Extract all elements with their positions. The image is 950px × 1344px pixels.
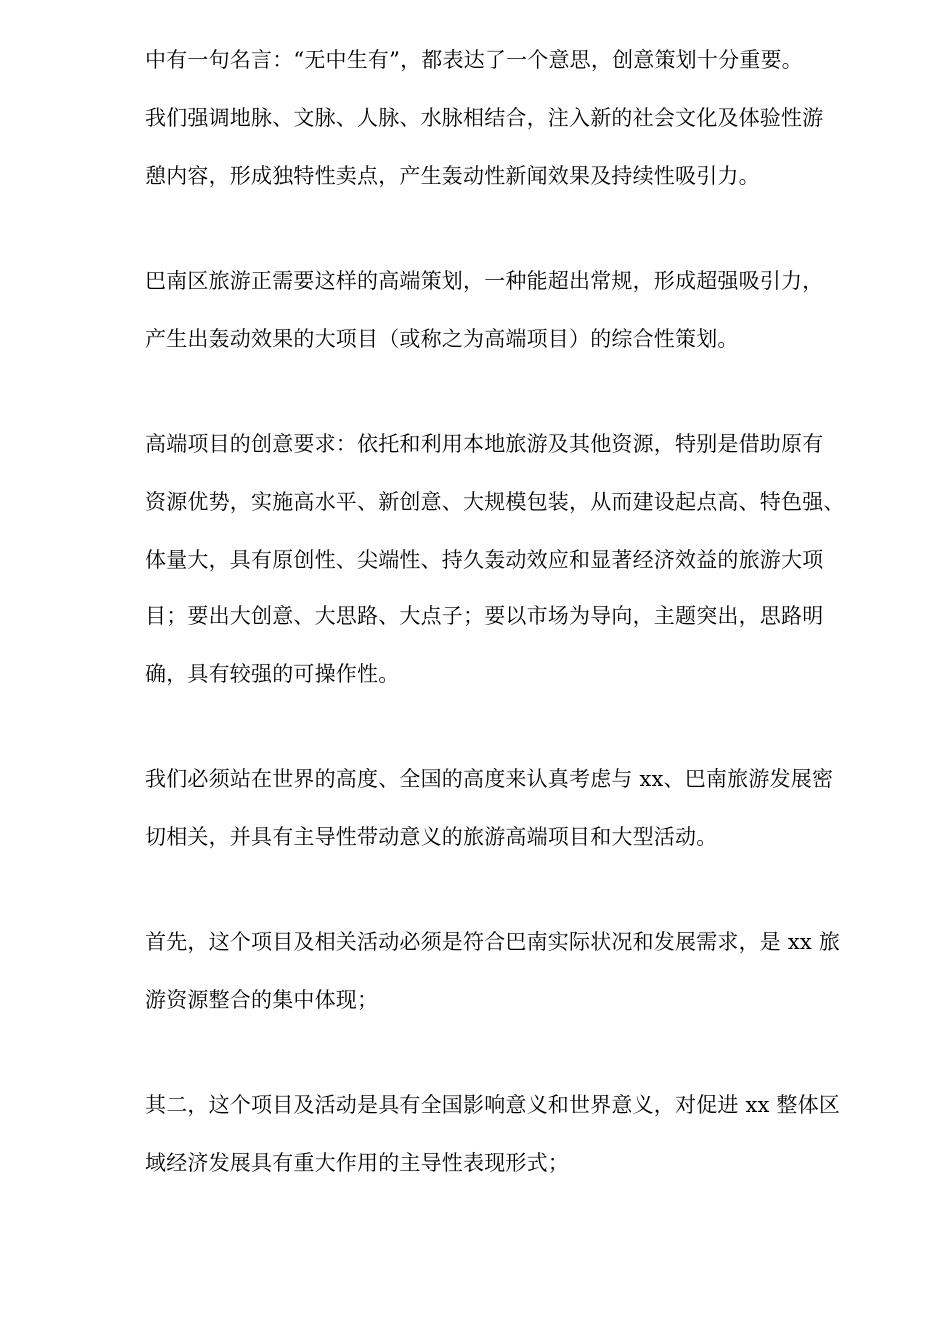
paragraph-2-line-1: 巴南区旅游正需要这样的高端策划，一种能超出常规，形成超强吸引力， xyxy=(145,269,824,293)
paragraph-5-line-2: 游资源整合的集中体现； xyxy=(145,988,379,1012)
paragraph-4-line-2: 切相关，并具有主导性带动意义的旅游高端项目和大型活动。 xyxy=(145,825,718,849)
paragraph-1-line-2: 我们强调地脉、文脉、人脉、水脉相结合，注入新的社会文化及体验性游 xyxy=(145,106,824,130)
paragraph-3-line-2: 资源优势，实施高水平、新创意、大规模包装，从而建设起点高、特色强、 xyxy=(145,490,845,514)
paragraph-1-line-3: 憩内容，形成独特性卖点，产生轰动性新闻效果及持续性吸引力。 xyxy=(145,164,760,188)
paragraph-3-line-4: 目；要出大创意、大思路、大点子；要以市场为导向，主题突出，思路明 xyxy=(145,604,824,628)
paragraph-5-line-1: 首先，这个项目及相关活动必须是符合巴南实际状况和发展需求，是 xx 旅 xyxy=(145,930,841,954)
paragraph-3-line-3: 体量大，具有原创性、尖端性、持久轰动效应和显著经济效益的旅游大项 xyxy=(145,548,824,572)
paragraph-6-line-2: 域经济发展具有重大作用的主导性表现形式； xyxy=(145,1151,569,1175)
paragraph-3-line-5: 确，具有较强的可操作性。 xyxy=(145,662,400,686)
paragraph-4-line-1: 我们必须站在世界的高度、全国的高度来认真考虑与 xx、巴南旅游发展密 xyxy=(145,767,834,791)
paragraph-3-line-1: 高端项目的创意要求：依托和利用本地旅游及其他资源，特别是借助原有 xyxy=(145,432,824,456)
paragraph-6-line-1: 其二，这个项目及活动是具有全国影响意义和世界意义，对促进 xx 整体区 xyxy=(145,1093,841,1117)
paragraph-1-line-1: 中有一句名言：“无中生有”，都表达了一个意思，创意策划十分重要。 xyxy=(145,48,803,72)
paragraph-2-line-2: 产生出轰动效果的大项目（或称之为高端项目）的综合性策划。 xyxy=(145,327,739,351)
